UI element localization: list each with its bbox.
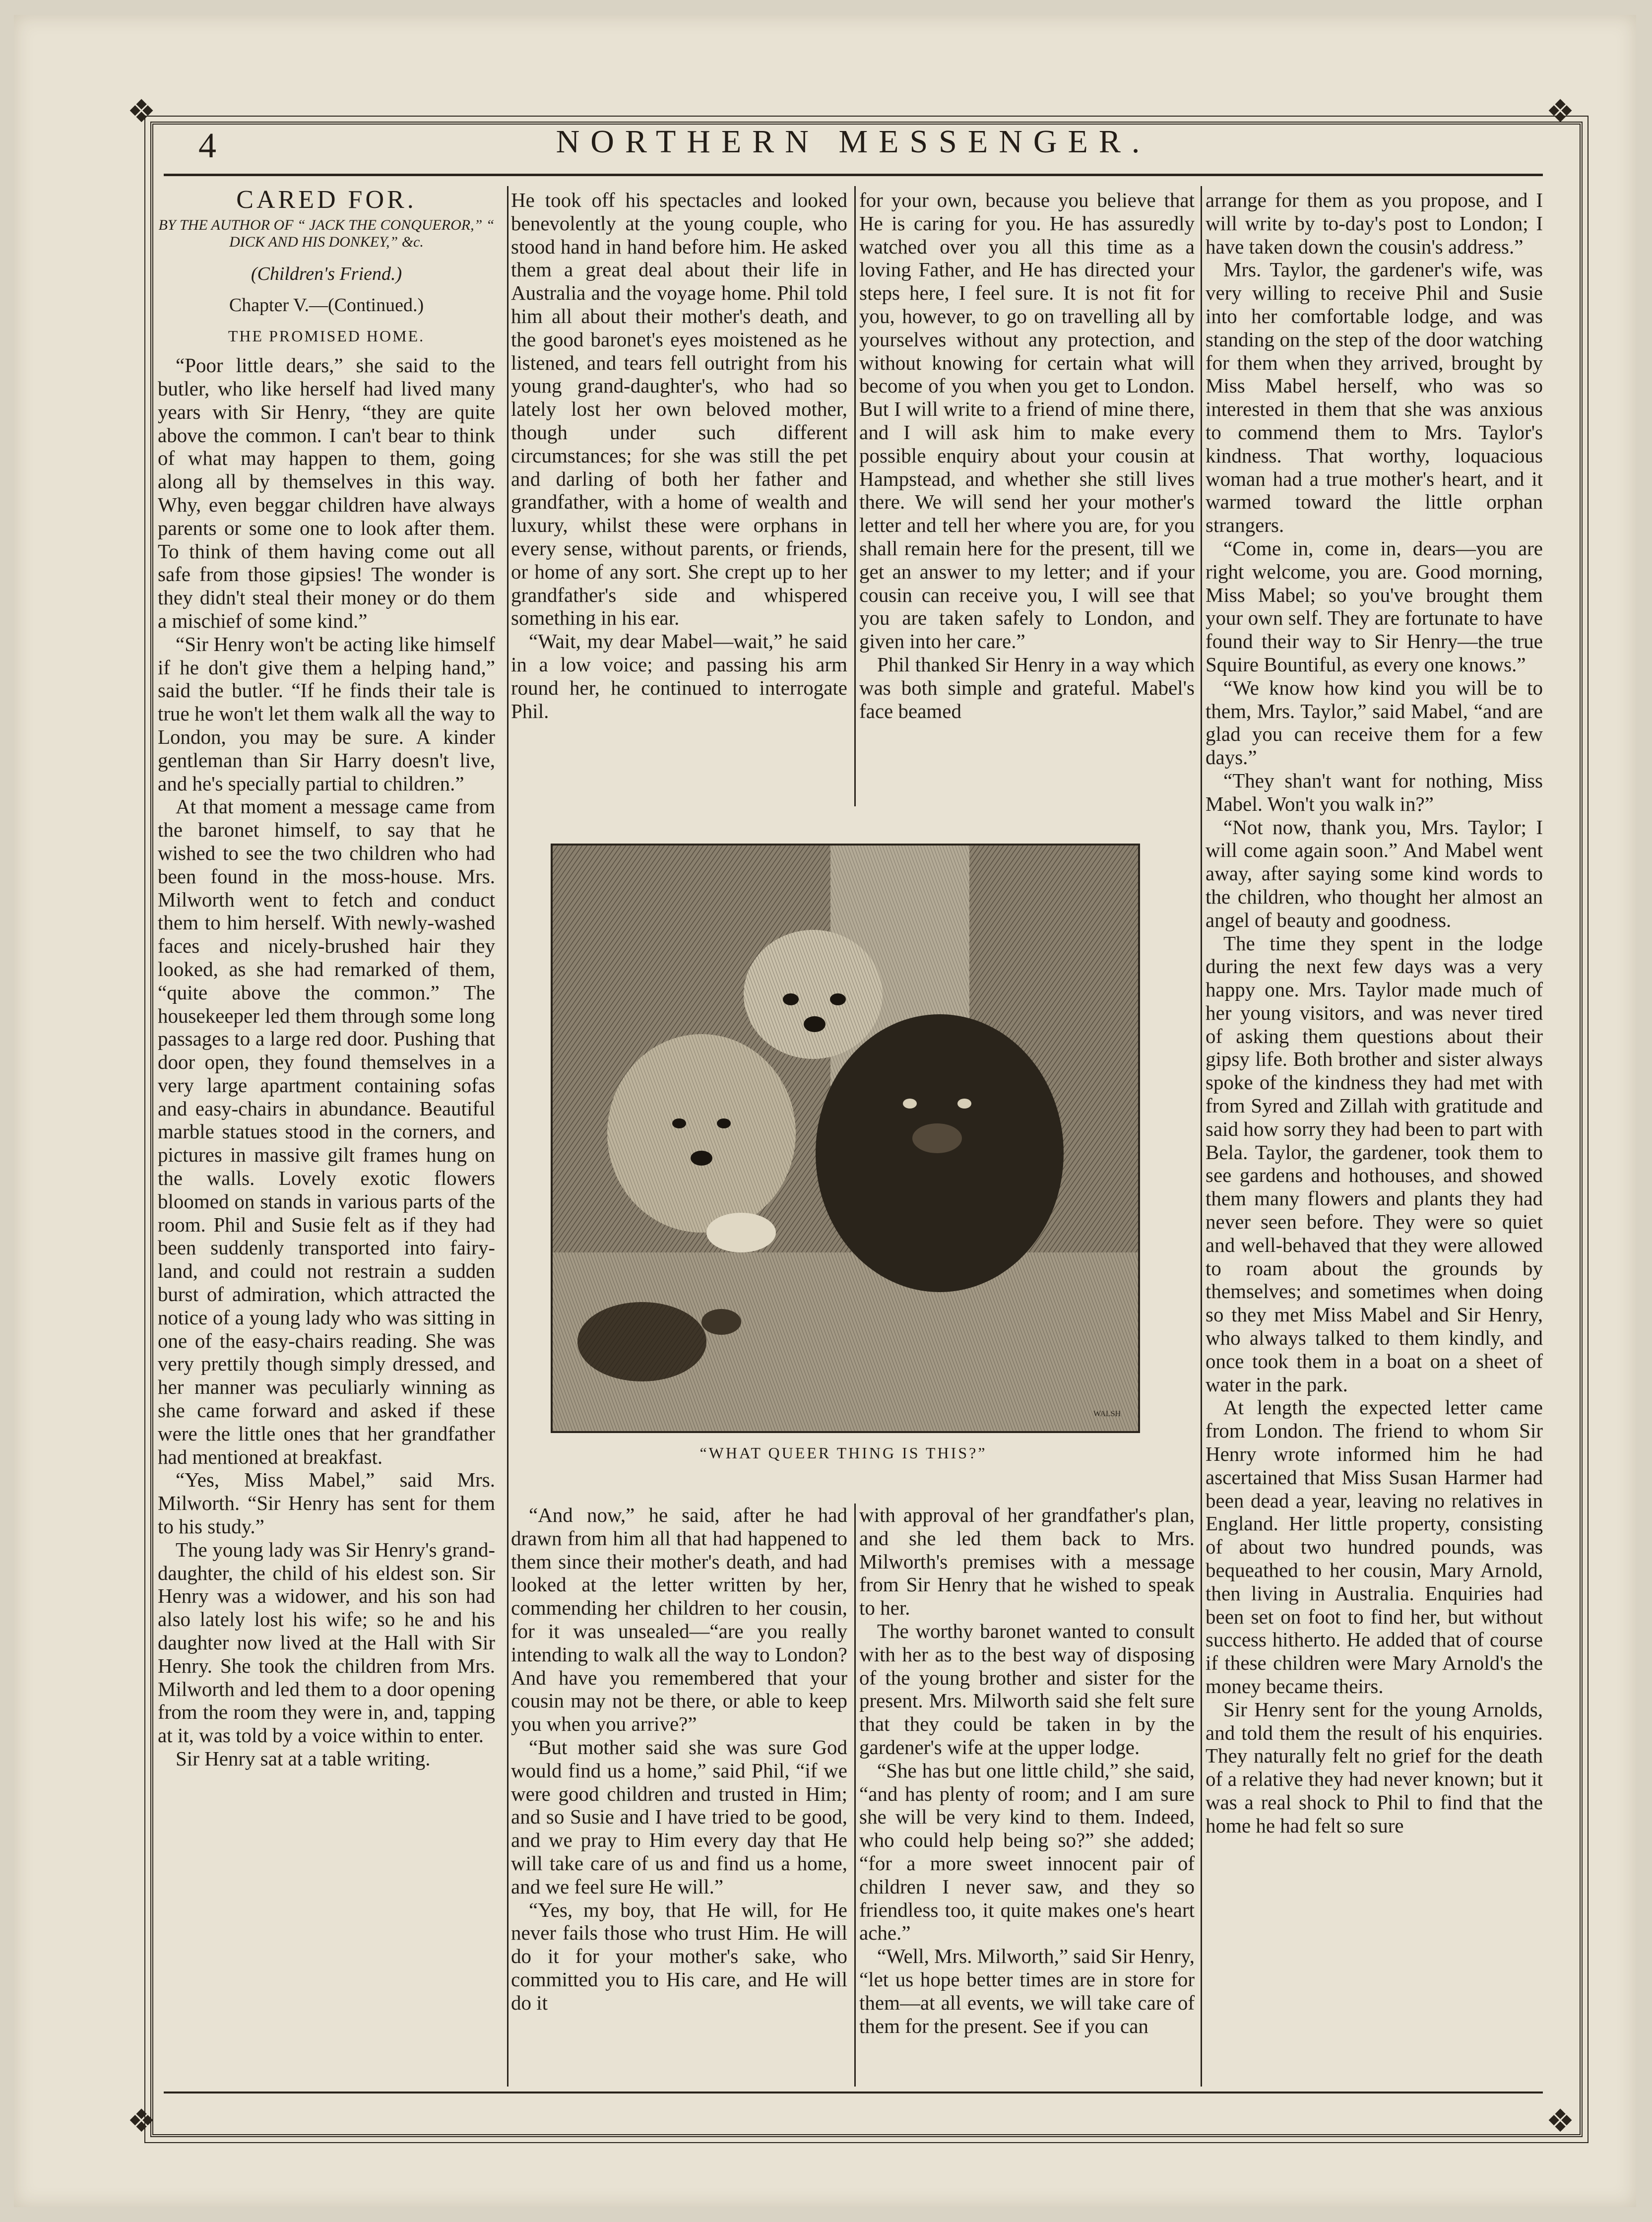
paragraph: arrange for them as you propose, and I will write by to-day's post to London; I have taken down the cousin's address.” [1206, 189, 1543, 258]
column-rule [854, 1503, 856, 2087]
column-2-lower [511, 1503, 847, 2015]
chapter-heading: Chapter V.—(Continued.) [229, 294, 424, 316]
corner-ornament-icon: ❖ [127, 2103, 156, 2140]
page-header [164, 119, 1543, 176]
section-subheading: THE PROMISED HOME. [228, 327, 425, 345]
paragraph: Mrs. Taylor, the gardener's wife, was very willing to receive Phil and Susie into her comfortable lodge, and was standing on the step of the door watching for them when they arrived, brought by Miss Mabel herself, who was so interested in them that she was anxious to commend them to Mrs. Taylor's kindness. That worthy, loquacious woman had a true mother's heart, and it warmed toward the little orphan strangers. [1206, 258, 1543, 537]
article-source: (Children's Friend.) [251, 263, 402, 284]
paragraph: “But mother said she was sure God would find us a home,” said Phil, “if we were good children and trusted in Him; and so Susie and I have tried to be good, and we pray to Him every day that He will take care of us and find us a home, and we feel sure He will.” [511, 1735, 847, 1898]
column-rule [1201, 186, 1202, 2087]
column-2-upper [511, 189, 847, 722]
column-3-upper [859, 189, 1195, 722]
paragraph: He took off his spectacles and looked benevolently at the young couple, who stood hand in hand before him. He asked them a great deal about their life in Australia and the voyage home. Phil told him all about their mother's death, and the good baronet's eyes moistened as he listened, and tears fell outright from his young grand-daughter's, who had so lately lost her own beloved mother, though under such different circumstances; for she was still the pet and darling of both her father and grandfather, with a home of wealth and luxury, whilst these were orphans in every sense, without parents, or friends, or home of any sort. She crept up to her grandfather's side and whispered something in his ear. [511, 189, 847, 630]
article-title: CARED FOR. [236, 186, 417, 214]
paragraph: The worthy baronet wanted to consult with her as to the best way of disposing of the young brother and sister for the present. Mrs. Milworth said she felt sure that they could be taken in by the gardener's wife at the upper lodge. [859, 1619, 1195, 1759]
corner-ornament-icon: ❖ [1546, 93, 1575, 130]
paragraph: Sir Henry sent for the young Arnolds, and told them the result of his enquiries. They naturally felt no grief for the death of a relative they had never known; but it was a real shock to Phil to find that the home he had felt so sure [1206, 1698, 1543, 1837]
paragraph: The young lady was Sir Henry's grand-daughter, the child of his eldest son. Sir Henry was a widower, and his son had also lately lost his wife; so he and his daughter now lived at the Hall with Sir Henry. She took the children from Mrs. Milworth and led them to a door opening from the room they were in, and, tapping at it, was told by a voice within to enter. [158, 1538, 495, 1747]
column-1 [158, 186, 495, 1770]
paragraph: Phil thanked Sir Henry in a way which was both simple and grateful. Mabel's face beamed [859, 653, 1195, 722]
paragraph: “Yes, Miss Mabel,” said Mrs. Milworth. “Sir Henry has sent for them to his study.” [158, 1468, 495, 1538]
corner-ornament-icon: ❖ [1546, 2103, 1575, 2140]
column-4 [1206, 189, 1543, 1837]
masthead: NORTHERN MESSENGER. [556, 124, 1151, 160]
paragraph: “Yes, my boy, that He will, for He never fails those who trust Him. He will do it for your mother's sake, who committed you to His care, and He will do it [511, 1898, 847, 2014]
column-3-lower [859, 1503, 1195, 2037]
corner-ornament-icon: ❖ [127, 93, 156, 130]
engraver-signature: WALSH [1093, 1410, 1121, 1418]
article-byline: BY THE AUTHOR OF “ JACK THE CONQUEROR,” “ DICK AND HIS DONKEY,” &c. [158, 216, 495, 250]
column-rule [507, 186, 508, 2087]
paragraph: “And now,” he said, after he had drawn from him all that had happened to them since their mother's death, and had looked at the letter written by her, commending her children to her cousin, for it was unsealed—“are you really intending to walk all the way to London? And have you remembered that your cousin may not be there, or able to keep you when you arrive?” [511, 1503, 847, 1736]
paragraph: “Not now, thank you, Mrs. Taylor; I will come again soon.” And Mabel went away, after saying some kind words to the children, who thought her almost an angel of beauty and goodness. [1206, 815, 1543, 931]
paragraph: “Come in, come in, dears—you are right welcome, you are. Good morning, Miss Mabel; so you've brought them your own self. They are fortunate to have found their way to Sir Henry—the true Squire Bountiful, as every one knows.” [1206, 536, 1543, 676]
puppies-engraving [551, 844, 1140, 1433]
page-number: 4 [198, 126, 216, 165]
paragraph: “Poor little dears,” she said to the butler, who like herself had lived many years with Sir Henry, “they are quite above the common. I can't bear to think of what may happen to them, going along all by themselves in this way. Why, even beggar children have always parents or some one to look after them. To think of them having come out all safe from those gipsies! The wonder is they didn't steal their money or do them a mischief of some kind.” [158, 354, 495, 632]
illustration-caption: “WHAT QUEER THING IS THIS?” [699, 1444, 987, 1462]
paragraph: “Wait, my dear Mabel—wait,” he said in a low voice; and passing his arm round her, he continued to interrogate Phil. [511, 630, 847, 722]
column-rule [854, 186, 856, 806]
paragraph: At that moment a message came from the baronet himself, to say that he wished to see the two children who had been found in the moss-house. Mrs. Milworth went to fetch and conduct them to him herself. With newly-washed faces and nicely-brushed hair they looked, as she had remarked of them, “quite above the common.” The housekeeper led them through some long passages to a large red door. Pushing that door open, they found themselves in a very large apartment containing sofas and easy-chairs in abundance. Beautiful marble statues stood in the corners, and pictures in massive gilt frames hung on the walls. Lovely exotic flowers bloomed on stands in various parts of the room. Phil and Susie felt as if they had been suddenly transported into fairy-land, and could not restrain a sudden burst of admiration, which attracted the notice of a young lady who was sitting in one of the easy-chairs reading. She was very prettily though simply dressed, and her manner was peculiarly winning as she came forward and asked if these were the little ones that her grandfather had mentioned at breakfast. [158, 795, 495, 1468]
paragraph: with approval of her grandfather's plan, and she led them back to Mrs. Milworth's premises with a message from Sir Henry that he wished to speak to her. [859, 1503, 1195, 1620]
paragraph: for your own, because you believe that He is caring for you. He has assuredly watched over you all this time as a loving Father, and He has directed your steps here, I feel sure. It is not fit for you, however, to go on travelling all by yourselves without any protection, and without knowing for certain what will become of you when you get to London. But I will write to a friend of mine there, and I will ask him to make every possible enquiry about your cousin at Hampstead, and whether she still lives there. We will send her your mother's letter and tell her where you are, for you shall remain here for the present, till we get an answer to my letter; and if your cousin can receive you, I will see that you are taken safely to London, and given into her care.” [859, 189, 1195, 653]
paragraph: “She has but one little child,” she said, “and has plenty of room; and I am sure she will be very kind to them. Indeed, who could help being so?” she added; “for a more sweet innocent pair of children I never saw, and they so friendless too, it quite makes one's heart ache.” [859, 1759, 1195, 1945]
paragraph: “Sir Henry won't be acting like himself if he don't give them a helping hand,” said the butler. “If he finds their tale is true he won't let them walk all the way to London, you may be sure. A kinder gentleman than Sir Harry doesn't live, and he's specially partial to children.” [158, 632, 495, 795]
puppies-tortoise-illustration [553, 846, 1138, 1431]
paragraph: The time they spent in the lodge during the next few days was a very happy one. Mrs. Taylor made much of her young visitors, and was never tired of asking them questions about their gipsy life. Both brother and sister always spoke of the kindness they had met with from Syred and Zillah with gratitude and said how sorry they had been to part with Bela. Taylor, the gardener, took them to see gardens and hothouses, and showed them many flowers and plants they had never seen before. They were so quiet and well-behaved that they were allowed to roam about the grounds by themselves; and sometimes when doing so they met Miss Mabel and Sir Henry, who always talked to them kindly, and once took them in a boat on a sheet of water in the park. [1206, 931, 1543, 1396]
paragraph: Sir Henry sat at a table writing. [176, 1747, 431, 1770]
paragraph: “Well, Mrs. Milworth,” said Sir Henry, “let us hope better times are in store for them—at all events, we will take care of them for the present. See if you can [859, 1945, 1195, 2037]
paragraph: “They shan't want for nothing, Miss Mabel. Won't you walk in?” [1206, 769, 1543, 815]
paragraph: At length the expected letter came from London. The friend to whom Sir Henry wrote informed him he had ascertained that Miss Susan Harmer had been dead a year, leaving no relatives in England. Her little property, consisting of about two hundred pounds, was bequeathed to her cousin, Mary Arnold, then living in Australia. Enquiries had been set on foot to find her, but without success hitherto. He added that of course if these children were Mary Arnold's the money became theirs. [1206, 1396, 1543, 1698]
bottom-rule [164, 2091, 1543, 2093]
paragraph: “We know how kind you will be to them, Mrs. Taylor,” said Mabel, “and are glad you can receive them for a few days.” [1206, 676, 1543, 769]
